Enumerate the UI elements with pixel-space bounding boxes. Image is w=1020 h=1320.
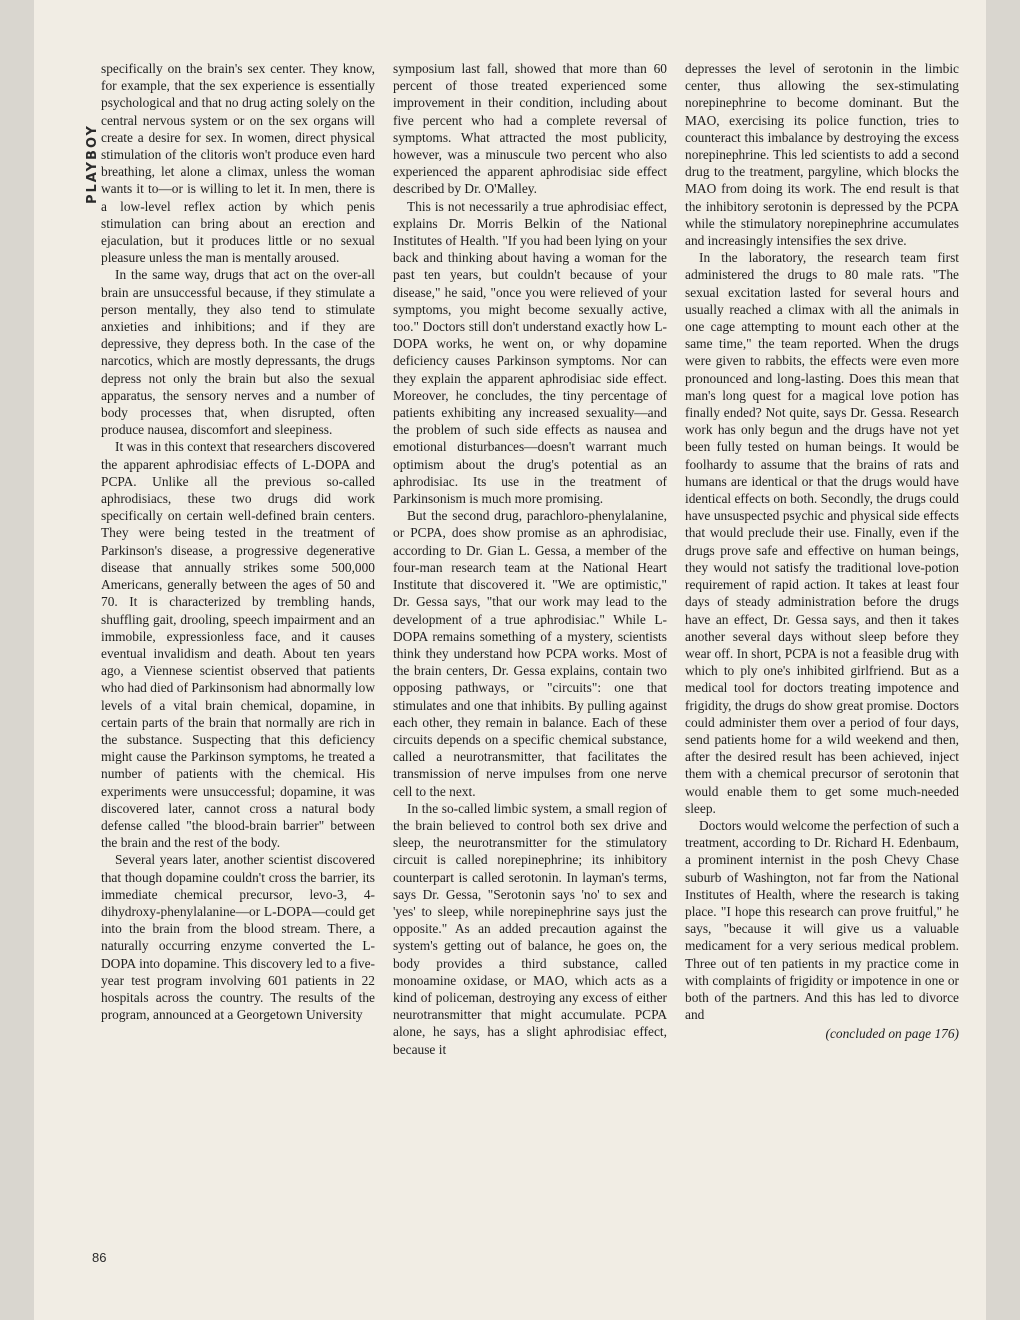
paragraph: symposium last fall, showed that more than 60 percent of those treated experienced some improvement in their condition, including about five percent who had a complete reversal of symptoms. What attracted the most publicity, however, was a minuscule two percent who also experienced the apparent aphrodisiac side effect described by Dr. O'Malley. <box>393 61 667 197</box>
paragraph: Several years later, another scientist discovered that though dopamine couldn't cross the barrier, its immediate chemical precursor, levo-3, 4-dihydroxy-phenylalanine—or L-DOPA—could get into the brain from the blood stream. There, a naturally occurring enzyme converted the L-DOPA into dopamine. This discovery led to a five-year test program involving 601 patients in 22 hospitals across the country. The results of the program, announced at a Georgetown University <box>101 852 375 1023</box>
paragraph: In the so-called limbic system, a small region of the brain believed to control both sex drive and sleep, the neurotransmitter for the stimulatory circuit is called norepinephrine; its inhibitory counterpart is called serotonin. In layman's terms, says Dr. Gessa, "Serotonin says 'no' to sex and 'yes' to sleep, while norepinephrine says just the opposite." As an added precaution against the system's getting out of balance, he goes on, the body provides a third substance, called monoamine oxidase, or MAO, which acts as a kind of policeman, destroying any excess of either neurotransmitter that might accumulate. PCPA alone, he says, has a slight aphrodisiac effect, because it <box>393 800 667 1057</box>
paragraph: But the second drug, parachloro-phenylalanine, or PCPA, does show promise as an aphrodisiac, according to Dr. Gian L. Gessa, a member of the four-man research team at the National Heart Institute that discovered it. "We are optimistic," Dr. Gessa says, "that our work may lead to the development of a true aphrodisiac." While L-DOPA remains something of a mystery, scientists think they understand how PCPA works. Most of the brain centers, Dr. Gessa explains, contain two opposing pathways, or "circuits": one that stimulates and one that inhibits. By pulling against each other, they remain in balance. Each of these circuits depends on a specific chemical substance, called a neurotransmitter, that facilitates the transmission of nerve impulses from one nerve cell to the next. <box>393 508 667 799</box>
page-number: 86 <box>92 1250 107 1265</box>
paragraph: In the laboratory, the research team first administered the drugs to 80 male rats. "The sexual excitation lasted for several hours and usually reached a climax with all the animals in one cage attempting to mount each other at the same time," the team reported. When the drugs were given to rabbits, the effects were even more pronounced and long-lasting. Does this mean that man's long quest for a magical love potion has finally ended? Not quite, says Dr. Gessa. Research work has only begun and the drugs have not yet been fully tested on human beings. It would be foolhardy to assume that the brains of rats and humans are identical or that the drugs would have identical effects on both. Secondly, the drugs could have unsuspected psychic and physical side effects that would preclude their use. Finally, even if the drugs prove safe and effective on human beings, they would not satisfy the traditional love-potion requirement of rapid action. It takes at least four days of steady administration before the drugs have an effect, Dr. Gessa says, and then it takes another several days without sleep before they wear off. In short, PCPA is not a feasible drug with which to ply one's inhibited girlfriend. But as a medical tool for doctors treating impotence and frigidity, the drugs do show great promise. Doctors could administer them over a period of four days, send patients home for a wild weekend and then, after the desired result has been achieved, inject them with a chemical precursor of serotonin that would enable them to get some much-needed sleep. <box>685 250 959 816</box>
magazine-title: PLAYBOY <box>85 124 100 204</box>
paragraph: This is not necessarily a true aphrodisiac effect, explains Dr. Morris Belkin of the National Institutes of Health. "If you had been lying on your back and thinking about having a woman for the past ten years, but couldn't because of your disease," he said, "once you were relieved of your symptoms, you might become sexually active, too." Doctors still don't understand exactly how L-DOPA works, he went on, or why dopamine deficiency causes Parkinson symptoms. Nor can they explain the apparent aphrodisiac side effect. Moreover, he concludes, the tiny percentage of patients exhibiting any increased sexuality—and the problem of such side effects as nausea and emotional disturbances—doesn't warrant much optimism about the drug's potential as an aphrodisiac. Its use in the treatment of Parkinsonism is much more promising. <box>393 198 667 507</box>
paragraph: specifically on the brain's sex center. They know, for example, that the sex experience is essentially psychological and that no drug acting solely on the central nervous system or on the sex organs will create a desire for sex. In women, direct physical stimulation of the clitoris won't produce even hard breathing, let alone a climax, unless the woman wants it to—or is willing to let it. In men, there is a low-level reflex action by which penis stimulation can bring about an erection and ejaculation, but it produces little or no sexual pleasure unless the man is mentally aroused. <box>101 61 375 266</box>
paragraph: In the same way, drugs that act on the over-all brain are unsuccessful because, if they stimulate a person mentally, they also tend to stimulate anxieties and inhibitions; and if they are depressive, they depress both. In the case of the narcotics, which are mostly depressants, the drugs depress not only the brain but also the sexual apparatus, the sensory nerves and a number of body processes that, when disrupted, often produce nausea, discomfort and sleepiness. <box>101 267 375 438</box>
paragraph: depresses the level of serotonin in the limbic center, thus allowing the sex-stimulating norepinephrine to become dominant. But the MAO, exercising its police function, tries to counteract this imbalance by destroying the excess norepinephrine. This led scientists to add a second drug to the treatment, pargyline, which blocks the MAO from doing its work. The end result is that the inhibitory serotonin is depressed by the PCPA while the stimulatory norepinephrine accumulates and increasingly intensifies the sex drive. <box>685 61 959 249</box>
paragraph: Doctors would welcome the perfection of such a treatment, according to Dr. Richard H. Edenbaum, a prominent internist in the posh Chevy Chase suburb of Washington, not far from the National Institutes of Health, where the research is taking place. "I hope this research can prove fruitful," he says, "because it will give us a valuable medicament for a very serious medical problem. Three out of ten patients in my practice come in with complaints of frigidity or impotence in one or both of the partners. And this has led to divorce and <box>685 817 959 1023</box>
text-column-1 <box>101 60 375 1023</box>
text-column-2 <box>393 60 667 1058</box>
paragraph: It was in this context that researchers discovered the apparent aphrodisiac effects of L-DOPA and PCPA. Unlike all the previous so-called aphrodisiacs, these two drugs did work specifically on certain well-defined brain centers. They were being tested in the treatment of Parkinson's disease, a progressive degenerative disease that annually strikes some 500,000 Americans, generally between the ages of 50 and 70. It is characterized by trembling hands, shuffling gait, drooling, speech impairment and an immobile, expressionless face, and it causes eventual invalidism and death. About ten years ago, a Viennese scientist observed that patients who had died of Parkinsonism had abnormally low levels of a vital brain chemical, dopamine, in certain parts of the brain that normally are rich in the substance. Suspecting that this deficiency might cause the Parkinson symptoms, he treated a number of patients with the chemical. His experiments were unsuccessful; dopamine, it was discovered later, cannot cross a natural body defense called "the blood-brain barrier" between the brain and the rest of the body. <box>101 439 375 851</box>
text-column-3 <box>685 60 959 1043</box>
continuation-note: (concluded on page 176) <box>825 1026 959 1042</box>
